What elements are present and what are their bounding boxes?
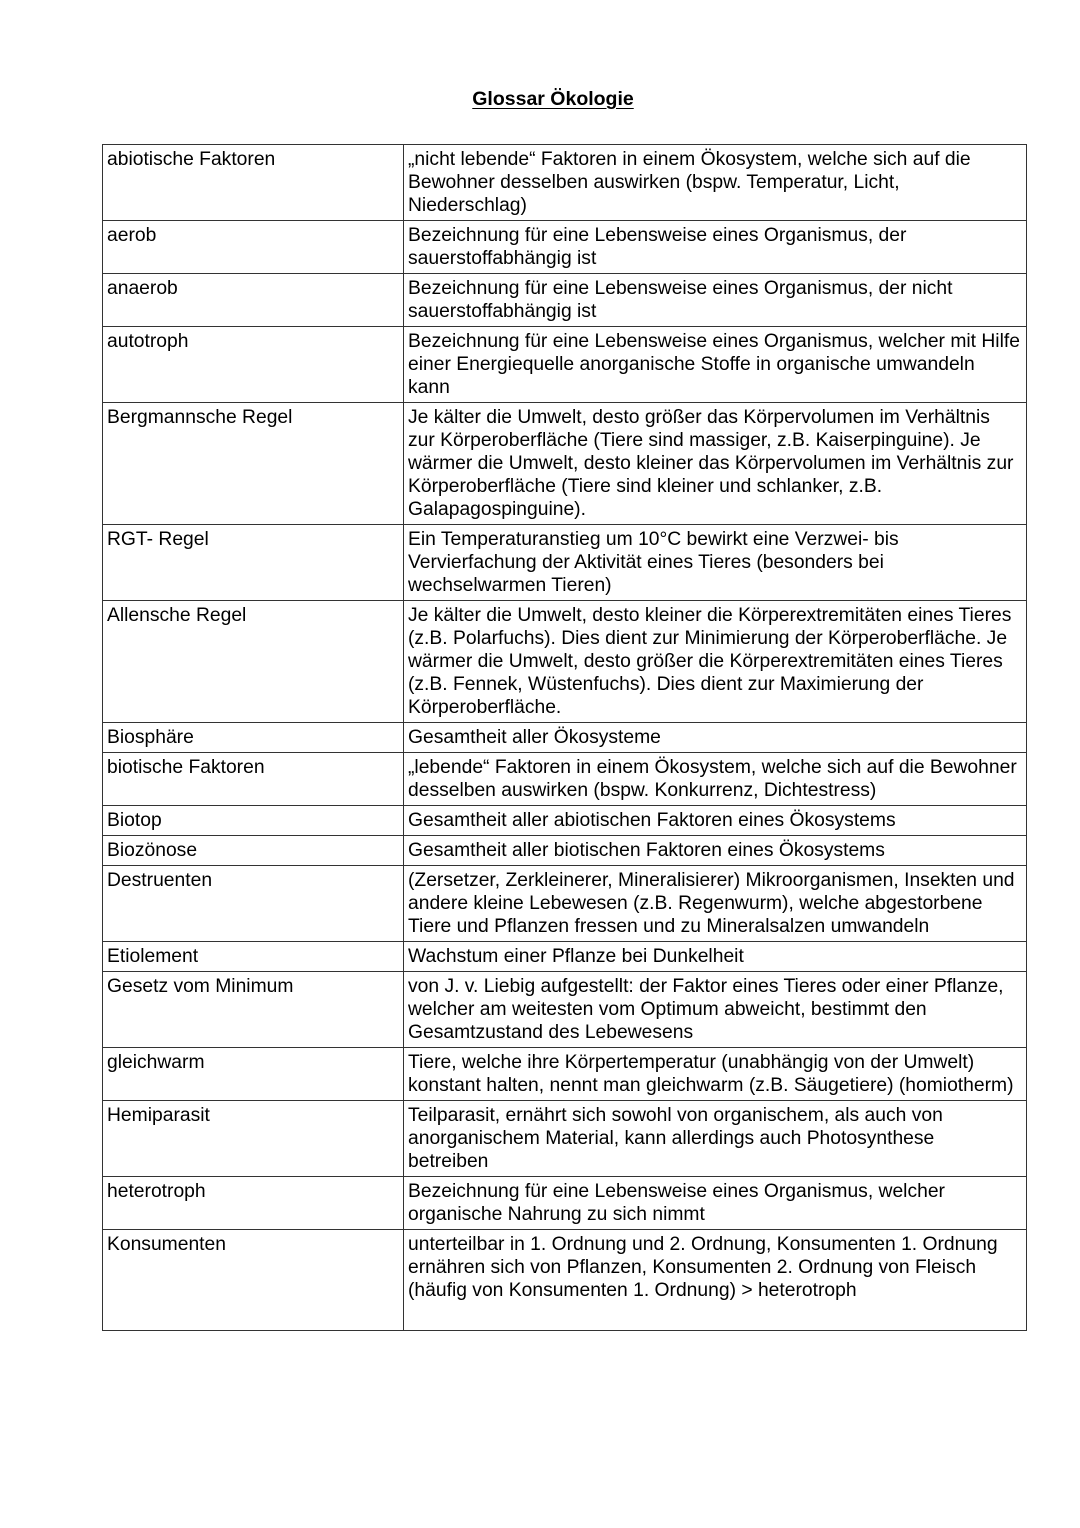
table-row	[103, 866, 1027, 942]
glossary-table	[102, 144, 1027, 1331]
table-row	[103, 753, 1027, 806]
glossary-term: Konsumenten	[103, 1230, 404, 1331]
table-row	[103, 972, 1027, 1048]
glossary-term: Biozönose	[103, 836, 404, 866]
glossary-definition: von J. v. Liebig aufgestellt: der Faktor eines Tieres oder einer Pflanze, welcher am weitesten vom Optimum abweicht, bestimmt den Gesamtzustand des Lebewesens	[404, 972, 1027, 1048]
glossary-definition: Bezeichnung für eine Lebensweise eines Organismus, der sauerstoffabhängig ist	[404, 221, 1027, 274]
glossary-term: Biosphäre	[103, 723, 404, 753]
table-row	[103, 723, 1027, 753]
glossary-definition: Tiere, welche ihre Körpertemperatur (unabhängig von der Umwelt) konstant halten, nennt man gleichwarm (z.B. Säugetiere) (homiotherm)	[404, 1048, 1027, 1101]
glossary-term: Allensche Regel	[103, 601, 404, 723]
glossary-term: autotroph	[103, 327, 404, 403]
glossary-term: RGT- Regel	[103, 525, 404, 601]
glossary-definition: „nicht lebende“ Faktoren in einem Ökosystem, welche sich auf die Bewohner desselben auswirken (bspw. Temperatur, Licht, Niederschlag)	[404, 145, 1027, 221]
glossary-term: Etiolement	[103, 942, 404, 972]
glossary-definition: Bezeichnung für eine Lebensweise eines Organismus, welcher mit Hilfe einer Energiequelle anorganische Stoffe in organische umwandeln kann	[404, 327, 1027, 403]
glossary-definition: Gesamtheit aller Ökosysteme	[404, 723, 1027, 753]
table-row	[103, 1101, 1027, 1177]
table-row	[103, 274, 1027, 327]
table-row	[103, 403, 1027, 525]
page-title: Glossar Ökologie	[472, 88, 634, 110]
glossary-definition: „lebende“ Faktoren in einem Ökosystem, welche sich auf die Bewohner desselben auswirken (bspw. Konkurrenz, Dichtestress)	[404, 753, 1027, 806]
table-row	[103, 1048, 1027, 1101]
glossary-term: Hemiparasit	[103, 1101, 404, 1177]
table-row	[103, 145, 1027, 221]
table-row	[103, 806, 1027, 836]
table-row	[103, 1230, 1027, 1331]
table-row	[103, 601, 1027, 723]
table-row	[103, 327, 1027, 403]
table-row	[103, 221, 1027, 274]
glossary-term: biotische Faktoren	[103, 753, 404, 806]
glossary-definition: Bezeichnung für eine Lebensweise eines Organismus, der nicht sauerstoffabhängig ist	[404, 274, 1027, 327]
glossary-definition: Teilparasit, ernährt sich sowohl von organischem, als auch von anorganischem Material, kann allerdings auch Photosynthese betreiben	[404, 1101, 1027, 1177]
glossary-term: gleichwarm	[103, 1048, 404, 1101]
glossary-term: abiotische Faktoren	[103, 145, 404, 221]
glossary-definition: Bezeichnung für eine Lebensweise eines Organismus, welcher organische Nahrung zu sich nimmt	[404, 1177, 1027, 1230]
glossary-definition: Gesamtheit aller biotischen Faktoren eines Ökosystems	[404, 836, 1027, 866]
glossary-term: Bergmannsche Regel	[103, 403, 404, 525]
glossary-term: heterotroph	[103, 1177, 404, 1230]
table-row	[103, 942, 1027, 972]
table-row	[103, 1177, 1027, 1230]
table-row	[103, 836, 1027, 866]
glossary-term: anaerob	[103, 274, 404, 327]
glossary-definition: Wachstum einer Pflanze bei Dunkelheit	[404, 942, 1027, 972]
glossary-definition: Je kälter die Umwelt, desto größer das Körpervolumen im Verhältnis zur Körperoberfläche (Tiere sind massiger, z.B. Kaiserpinguine). Je wärmer die Umwelt, desto kleiner das Körpervolumen im Verhältnis zur Körperoberfläche (Tiere sind kleiner und schlanker, z.B. Galapagospinguine).	[404, 403, 1027, 525]
glossary-definition: (Zersetzer, Zerkleinerer, Mineralisierer) Mikroorganismen, Insekten und andere kleine Lebewesen (z.B. Regenwurm), welche abgestorbene Tiere und Pflanzen fressen und zu Mineralsalzen umwandeln	[404, 866, 1027, 942]
glossary-term: Biotop	[103, 806, 404, 836]
glossary-definition: Ein Temperaturanstieg um 10°C bewirkt eine Verzwei- bis Vervierfachung der Aktivität eines Tieres (besonders bei wechselwarmen Tieren)	[404, 525, 1027, 601]
glossary-term: Gesetz vom Minimum	[103, 972, 404, 1048]
glossary-term: aerob	[103, 221, 404, 274]
glossary-term: Destruenten	[103, 866, 404, 942]
glossary-definition: Gesamtheit aller abiotischen Faktoren eines Ökosystems	[404, 806, 1027, 836]
glossary-definition: unterteilbar in 1. Ordnung und 2. Ordnung, Konsumenten 1. Ordnung ernähren sich von Pflanzen, Konsumenten 2. Ordnung von Fleisch (häufig von Konsumenten 1. Ordnung) > heterotroph	[404, 1230, 1027, 1331]
glossary-definition: Je kälter die Umwelt, desto kleiner die Körperextremitäten eines Tieres (z.B. Polarfuchs). Dies dient zur Minimierung der Körperoberfläche. Je wärmer die Umwelt, desto größer die Körperextremitäten eines Tieres (z.B. Fennek, Wüstenfuchs). Dies dient zur Maximierung der Körperoberfläche.	[404, 601, 1027, 723]
table-row	[103, 525, 1027, 601]
